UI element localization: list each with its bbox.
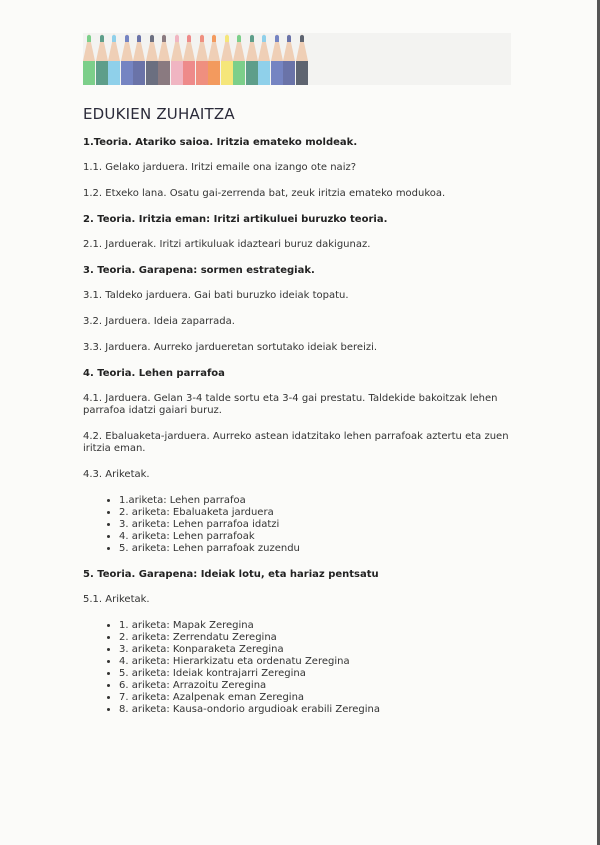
section-item: 4.1. Jarduera. Gelan 3-4 talde sortu eta 3-4 gai prestatu. Taldekide bakoitzak lehen parrafoa idatzi gaiari buruz. xyxy=(83,393,498,416)
pencil-icon xyxy=(271,33,284,85)
pencil-icon xyxy=(196,33,209,85)
pencil-icon xyxy=(296,33,309,85)
exercise-list-item: • 5. ariketa: Ideiak kontrajarri Zeregina xyxy=(119,668,513,680)
pencils-row xyxy=(83,33,308,85)
pencil-icon xyxy=(208,33,221,85)
section-heading: 4. Teoria. Lehen parrafoa xyxy=(83,368,225,379)
exercise-list-item: • 6. ariketa: Arrazoitu Zeregina xyxy=(119,680,513,692)
exercise-list-item: • 2. ariketa: Ebaluaketa jarduera xyxy=(119,507,513,519)
section-item: 2.1. Jarduerak. Iritzi artikuluak idazteari buruz dakigunaz. xyxy=(83,239,371,250)
document-page xyxy=(83,33,513,716)
section-item: 4.2. Ebaluaketa-jarduera. Aurreko astean idatzitako lehen parrafoak aztertu eta zuen iritzia eman. xyxy=(83,431,509,454)
exercise-list-item: • 7. ariketa: Azalpenak eman Zeregina xyxy=(119,692,513,704)
exercise-list-item: • 5. ariketa: Lehen parrafoak zuzendu xyxy=(119,543,513,555)
exercise-list-item: • 2. ariketa: Zerrendatu Zeregina xyxy=(119,632,513,644)
pencil-icon xyxy=(158,33,171,85)
exercise-list-item: • 1. ariketa: Mapak Zeregina xyxy=(119,620,513,632)
section-item: 1.2. Etxeko lana. Osatu gai-zerrenda bat, zeuk iritzia emateko modukoa. xyxy=(83,188,446,199)
section-heading: 3. Teoria. Garapena: sormen estrategiak. xyxy=(83,265,315,276)
pencil-icon xyxy=(221,33,234,85)
pencil-icon xyxy=(83,33,96,85)
section-heading: 5. Teoria. Garapena: Ideiak lotu, eta hariaz pentsatu xyxy=(83,569,379,580)
pencil-icon xyxy=(96,33,109,85)
exercise-list-item: • 4. ariketa: Hierarkizatu eta ordenatu Zeregina xyxy=(119,656,513,668)
pencil-icon xyxy=(233,33,246,85)
exercise-list xyxy=(83,620,513,716)
section-item: 3.3. Jarduera. Aurreko jardueretan sortutako ideiak bereizi. xyxy=(83,342,378,353)
exercise-list-item: • 1.ariketa: Lehen parrafoa xyxy=(119,495,513,507)
section-item: 3.1. Taldeko jarduera. Gai bati buruzko ideiak topatu. xyxy=(83,290,349,301)
pencil-icon xyxy=(283,33,296,85)
pencil-icon xyxy=(183,33,196,85)
exercise-list-item: • 3. ariketa: Konparaketa Zeregina xyxy=(119,644,513,656)
section-item: 4.3. Ariketak. xyxy=(83,469,150,480)
pencil-icon xyxy=(133,33,146,85)
pencil-icon xyxy=(108,33,121,85)
section-item: 5.1. Ariketak. xyxy=(83,594,150,605)
section-item: 3.2. Jarduera. Ideia zaparrada. xyxy=(83,316,235,327)
pencil-icon xyxy=(146,33,159,85)
pencil-icon xyxy=(171,33,184,85)
exercise-list xyxy=(83,495,513,555)
section-heading: 1.Teoria. Atariko saioa. Iritzia emateko moldeak. xyxy=(83,137,358,148)
pencil-icon xyxy=(121,33,134,85)
exercise-list-item: • 4. ariketa: Lehen parrafoak xyxy=(119,531,513,543)
section-item: 1.1. Gelako jarduera. Iritzi emaile ona izango ote naiz? xyxy=(83,162,357,173)
page-title: EDUKIEN ZUHAITZA xyxy=(83,105,235,123)
pencil-icon xyxy=(246,33,259,85)
exercise-list-item: • 3. ariketa: Lehen parrafoa idatzi xyxy=(119,519,513,531)
colored-pencils-banner-image xyxy=(83,33,511,85)
pencil-icon xyxy=(258,33,271,85)
exercise-list-item: • 8. ariketa: Kausa-ondorio argudioak erabili Zeregina xyxy=(119,704,513,716)
section-heading: 2. Teoria. Iritzia eman: Iritzi artikuluei buruzko teoria. xyxy=(83,214,388,225)
